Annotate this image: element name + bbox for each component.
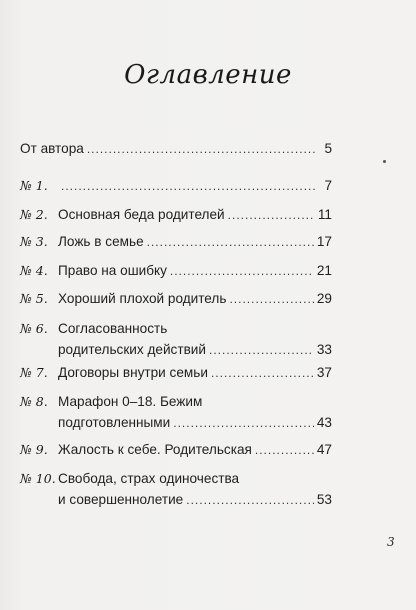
toc-entry-title: Марафон 0–18. Бежим: [58, 394, 203, 409]
toc-entry-title: Хороший плохой родитель: [58, 291, 227, 306]
toc-leader-dots: [61, 176, 315, 197]
toc-leader-dots: [229, 289, 313, 310]
toc-entry-title: Договоры внутри семьи: [58, 365, 208, 380]
toc-page-number: 11: [317, 207, 332, 222]
toc-entry-title: Свобода, страх одиночества: [58, 471, 240, 486]
toc-page-number: 7: [324, 178, 332, 193]
toc-leader-dots: [211, 363, 314, 384]
toc-entry-title: Ложь в семье: [58, 234, 144, 249]
toc-entry-title: Жалость к себе. Родительская: [58, 442, 252, 457]
page-number-folio: 3: [387, 535, 395, 549]
toc-page-number: 5: [324, 141, 332, 156]
toc-page-number: 33: [316, 342, 332, 357]
toc-page-number: 29: [316, 291, 332, 306]
toc-leader-dots: [228, 205, 315, 226]
toc-chapter-number: № 3.: [20, 234, 48, 249]
toc-leader-dots: [209, 340, 314, 361]
toc-chapter-number: № 9.: [20, 442, 48, 457]
page-speck: [383, 160, 386, 163]
toc-chapter-number: № 1.: [20, 178, 48, 193]
toc-chapter-number: № 6.: [20, 321, 48, 336]
toc-entry-title-cont: подготовленными: [58, 415, 171, 430]
toc-leader-dots: [170, 261, 314, 282]
toc-chapter-number: № 5.: [20, 291, 48, 306]
toc-leader-dots: [87, 139, 315, 160]
toc-page-number: 47: [316, 442, 332, 457]
toc-chapter-number: № 2.: [20, 207, 48, 222]
toc-chapter-number: № 4.: [20, 263, 48, 278]
toc-entry-title: Право на ошибку: [58, 263, 167, 278]
toc-chapter-number: № 8.: [20, 394, 48, 409]
toc-entry-title: От автора: [20, 141, 84, 156]
toc-leader-dots: [173, 413, 314, 434]
toc-leader-dots: [147, 232, 314, 253]
toc-entry-title-cont: и совершеннолетие: [58, 492, 184, 507]
toc-page-number: 53: [316, 492, 332, 507]
toc-leader-dots: [255, 440, 314, 461]
toc-entry-title-cont: родительских действий: [58, 342, 206, 357]
toc-leader-dots: [186, 490, 314, 511]
page-title: Оглавление: [124, 60, 292, 90]
toc-chapter-number: № 10.: [20, 471, 56, 486]
toc-page-number: 17: [316, 234, 332, 249]
toc-page-number: 21: [316, 263, 332, 278]
toc-page-number: 43: [316, 415, 332, 430]
toc-entry-title: Согласованность: [58, 321, 168, 336]
toc-entry-title: Основная беда родителей: [58, 207, 225, 222]
toc-entry: [20, 138, 332, 159]
toc-chapter-number: № 7.: [20, 365, 48, 380]
toc-page-number: 37: [316, 365, 332, 380]
